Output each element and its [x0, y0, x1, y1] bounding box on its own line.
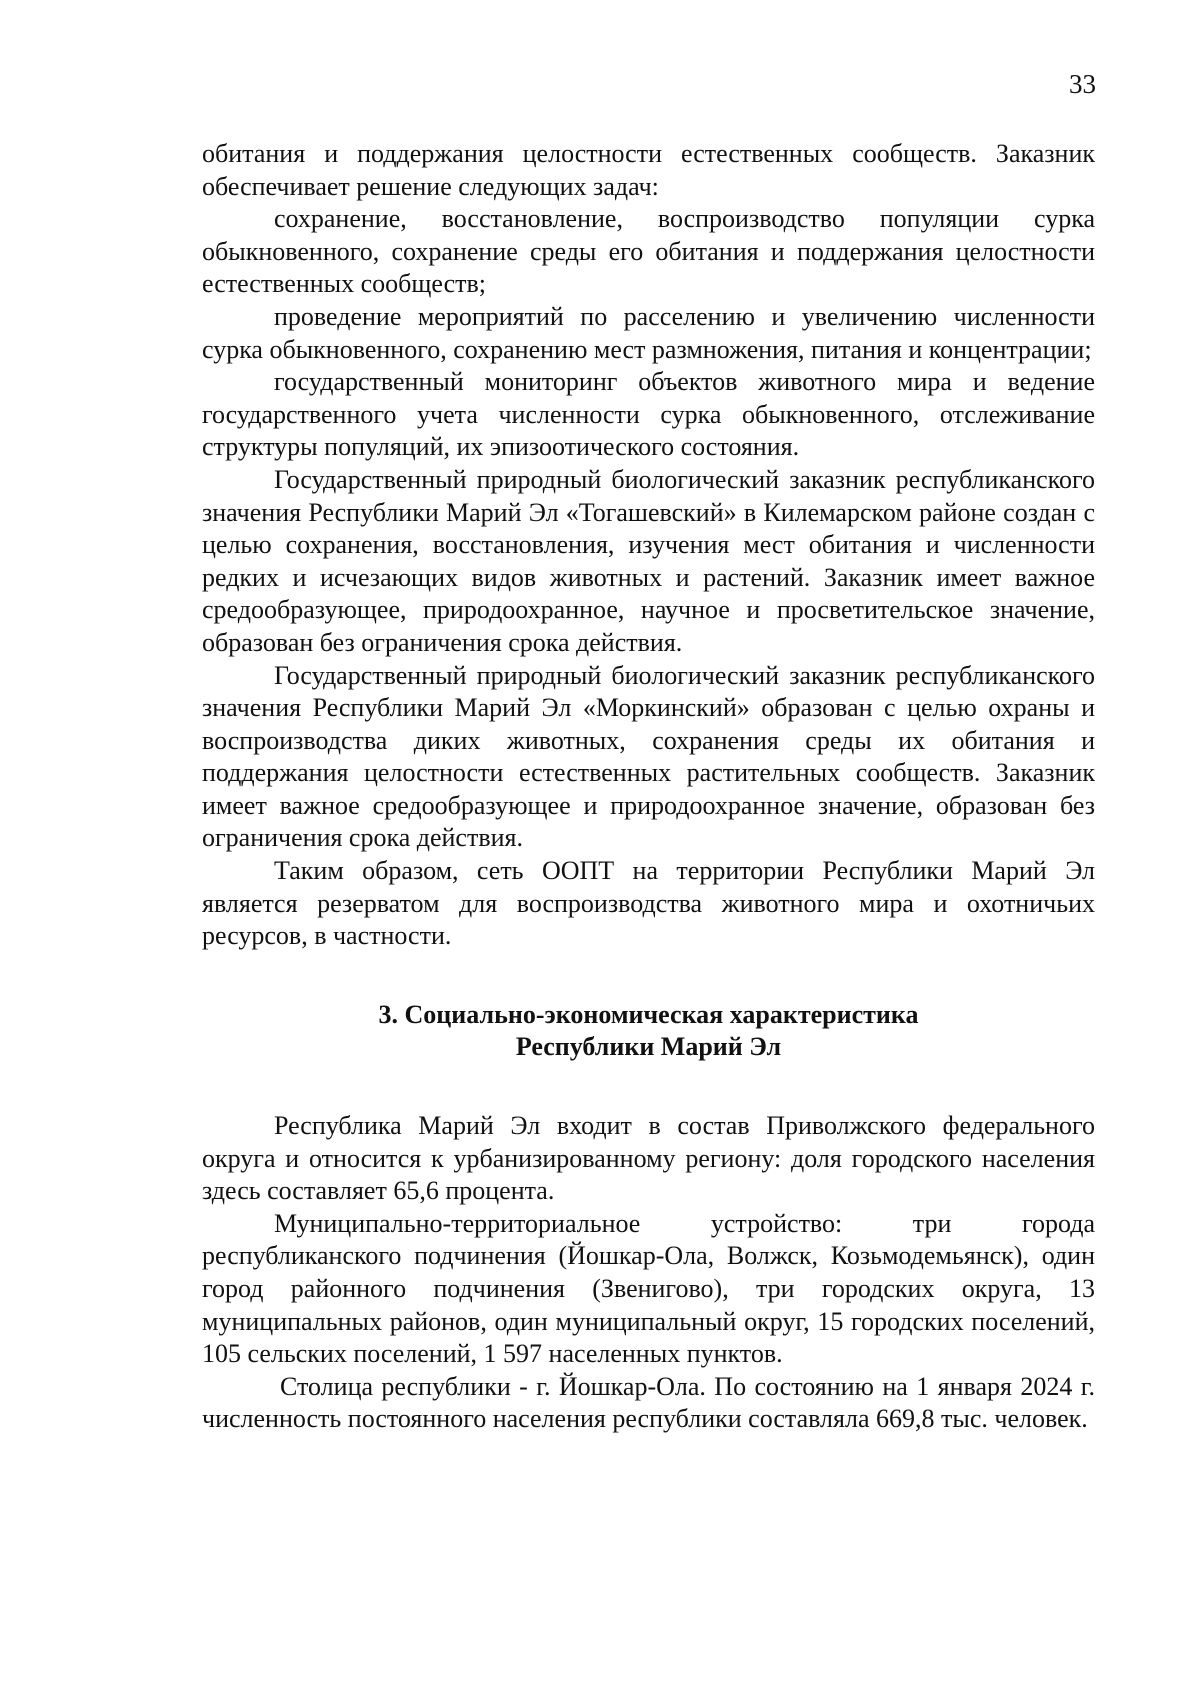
- document-body: [202, 138, 1095, 1436]
- paragraph-task-resettlement: проведение мероприятий по расселению и увеличению численности сурка обыкновенного, сохранению мест размножения, питания и концентрации;: [202, 301, 1095, 364]
- paragraph-federal-district: Республика Марий Эл входит в состав Приволжского федерального округа и относится к урбанизированному региону: доля городского населения здесь составляет 65,6 процента.: [202, 1111, 1095, 1206]
- page-number: 33: [1069, 69, 1096, 99]
- paragraph-conclusion: Таким образом, сеть ООПТ на территории Республики Марий Эл является резерватом для воспроизводства животного мира и охотничьих ресурсов, в частности.: [202, 856, 1095, 951]
- section-heading-line-1: 3. Социально-экономическая характеристика: [378, 999, 919, 1029]
- paragraph-morkinsky-reserve: Государственный природный биологический заказник республиканского значения Республики Марий Эл «Моркинский» образован с целью охраны и воспроизводства диких животных, сохранения среды их обитания и поддержания целостности естественных растительных сообществ. Заказник имеет важное средообразующее и природоохранное значение, образован без ограничения срока действия.: [202, 660, 1095, 853]
- paragraph-togashevsky-reserve: Государственный природный биологический заказник республиканского значения Республики Марий Эл «Тогашевский» в Килемарском районе создан с целью сохранения, восстановления, изучения мест обитания и численности редких и исчезающих видов животных и растений. Заказник имеет важное средообразующее, природоохранное, научное и просветительское значение, образован без ограничения срока действия.: [202, 464, 1095, 657]
- section-heading-line-2: Республики Марий Эл: [515, 1032, 782, 1062]
- paragraph-continuation: обитания и поддержания целостности естественных сообществ. Заказник обеспечивает решение следующих задач:: [202, 139, 1095, 201]
- section-heading: [202, 953, 1095, 1110]
- paragraph-task-monitoring: государственный мониторинг объектов животного мира и ведение государственного учета численности сурка обыкновенного, отслеживание структуры популяций, их эпизоотического состояния.: [202, 367, 1095, 462]
- paragraph-capital-population: Столица республики - г. Йошкар-Ола. По состоянию на 1 января 2024 г. численность постоянного населения республики составляла 669,8 тыс. человек.: [202, 1371, 1095, 1434]
- paragraph-task-conservation: сохранение, восстановление, воспроизводство популяции сурка обыкновенного, сохранение среды его обитания и поддержания целостности естественных сообществ;: [202, 204, 1095, 299]
- paragraph-municipal-structure: Муниципально-территориальное устройство: три города республиканского подчинения (Йошкар-Ола, Волжск, Козьмодемьянск), один город районного подчинения (Звенигово), три городских округа, 13 муниципальных районов, один муниципальный округ, 15 городских поселений, 105 сельских поселений, 1 597 населенных пунктов.: [202, 1208, 1095, 1369]
